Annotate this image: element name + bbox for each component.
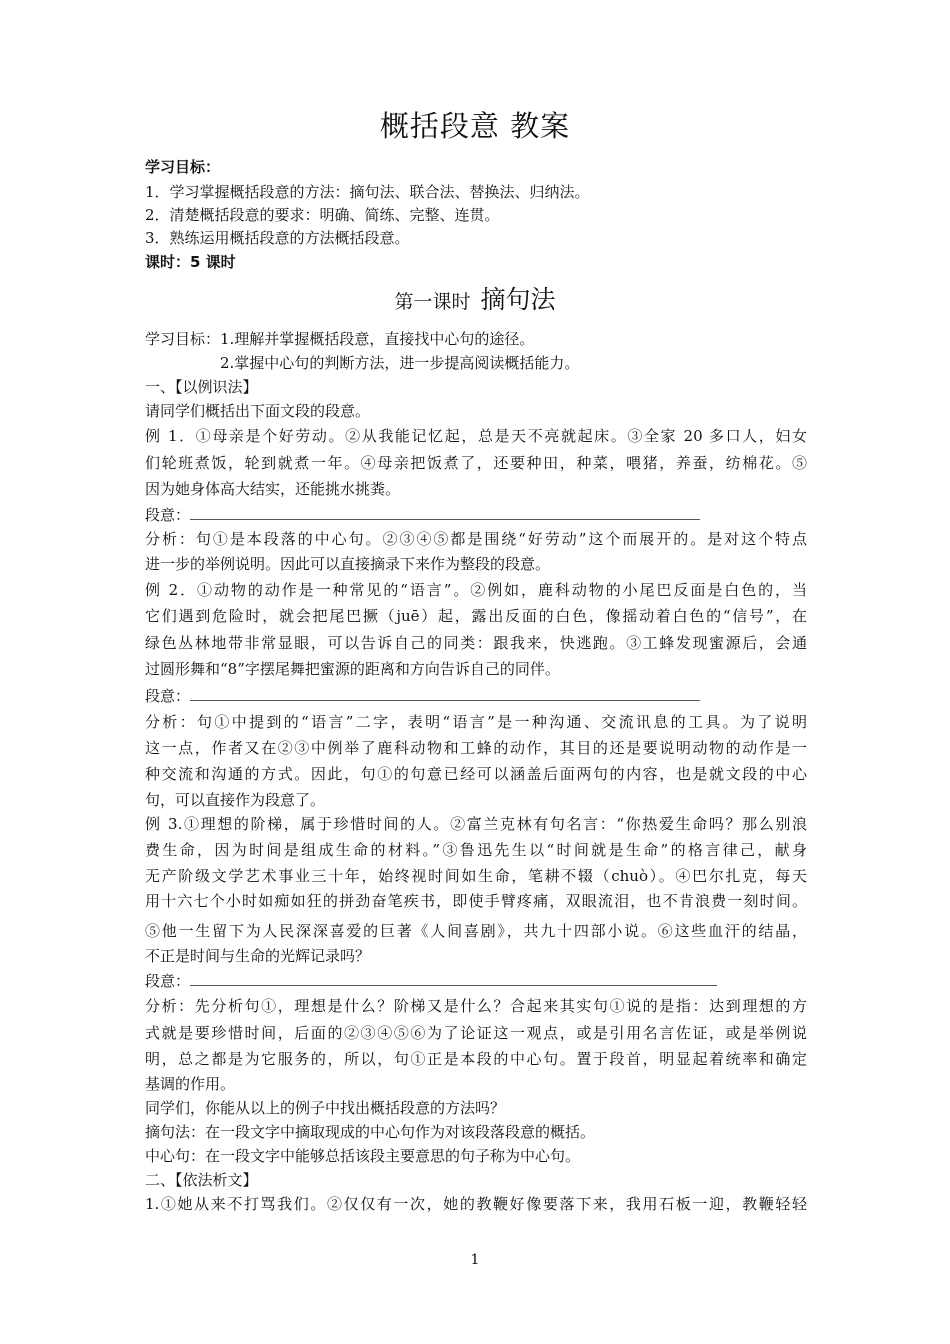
body-line-text: 分析：句①是本段落的中心句。②③④⑤都是围绕“好劳动”这个而展开的。是对这个特点 xyxy=(145,530,807,548)
body-line-text: 请同学们概括出下面文段的段意。 xyxy=(145,402,371,420)
body-line xyxy=(145,453,807,473)
body-line-text: 过圆形舞和“8”字摆尾舞把蜜源的距离和方向告诉自己的同伴。 xyxy=(145,660,560,678)
body-line xyxy=(145,1098,807,1118)
body-line-text: 明，总之都是为它服务的，所以，句①正是本段的中心句。置于段首，明显起着统率和确定 xyxy=(145,1050,807,1068)
body-line xyxy=(145,996,807,1016)
body-line xyxy=(145,1023,807,1043)
body-line-text: 例 2．①动物的动作是一种常见的“语言”。②例如，鹿科动物的小尾巴反面是白色的，当 xyxy=(145,581,807,599)
body-line xyxy=(145,764,807,784)
body-line xyxy=(145,738,807,758)
body-line xyxy=(145,529,807,549)
body-line xyxy=(145,377,807,397)
body-line-text: 因为她身体高大结实，还能挑水挑粪。 xyxy=(145,480,401,498)
lesson-title-number: 第一课时 xyxy=(394,291,471,313)
paragraph-summary-blank[interactable] xyxy=(145,505,807,525)
body-line-text: 段意： xyxy=(145,687,191,705)
body-line-text: 它们遇到危险时，就会把尾巴撅（juē）起，露出反面的白色，像摇动着白色的“信号”，在 xyxy=(145,607,807,625)
body-line xyxy=(145,1146,807,1166)
body-line-text: 1.①她从来不打骂我们。②仅仅有一次，她的教鞭好像要落下来，我用石板一迎，教鞭轻轻 xyxy=(145,1195,807,1213)
body-line-text: 2.掌握中心句的判断方法，进一步提高阅读概括能力。 xyxy=(145,354,580,372)
body-line-text: 基调的作用。 xyxy=(145,1075,236,1093)
body-line xyxy=(145,580,807,600)
page-number: 1 xyxy=(470,1252,480,1268)
body-line xyxy=(145,921,807,941)
body-line-text: 例 3.①理想的阶梯，属于珍惜时间的人。②富兰克林有句名言：“你热爱生命吗？那么别浪 xyxy=(145,815,807,833)
body-line xyxy=(145,1074,807,1094)
objective-item: 1．学习掌握概括段意的方法：摘句法、联合法、替换法、归纳法。 xyxy=(145,183,590,201)
body-line xyxy=(145,840,807,860)
body-line-text: 二、【依法析文】 xyxy=(145,1171,258,1189)
body-line-text: 分析：先分析句①，理想是什么？阶梯又是什么？合起来其实句①说的是指：达到理想的方 xyxy=(145,997,807,1015)
body-line-text: 摘句法：在一段文字中摘取现成的中心句作为对该段落段意的概括。 xyxy=(145,1123,596,1141)
body-line xyxy=(145,554,807,574)
paragraph-summary-blank[interactable] xyxy=(145,971,807,991)
body-line xyxy=(145,790,807,810)
body-line xyxy=(145,606,807,626)
body-line xyxy=(145,814,807,834)
body-line xyxy=(145,712,807,732)
body-line-text: 这一点，作者又在②③中例举了鹿科动物和工蜂的动作，其目的还是要说明动物的动作是一 xyxy=(145,739,807,757)
answer-underline[interactable] xyxy=(190,507,700,520)
body-line xyxy=(145,659,807,679)
hours-heading: 课时：5 课时 xyxy=(145,253,236,271)
body-line xyxy=(145,1194,807,1214)
lesson-title-name: 摘句法 xyxy=(480,285,556,314)
objective-item: 3．熟练运用概括段意的方法概括段意。 xyxy=(145,229,410,247)
body-line-text: 段意： xyxy=(145,972,191,990)
body-line-text: 中心句：在一段文字中能够总括该段主要意思的句子称为中心句。 xyxy=(145,1147,581,1165)
objective-item: 2．清楚概括段意的要求：明确、简练、完整、连贯。 xyxy=(145,206,500,224)
body-line-text: 费生命，因为时间是组成生命的材料。”③鲁迅先生以“时间就是生命”的格言律己，献身 xyxy=(145,841,807,859)
body-line xyxy=(145,633,807,653)
body-line-text: 式就是要珍惜时间，后面的②③④⑤⑥为了论证这一观点，或是引用名言佐证，或是举例说 xyxy=(145,1024,807,1042)
paragraph-summary-blank[interactable] xyxy=(145,686,807,706)
answer-underline[interactable] xyxy=(190,973,717,986)
body-line-text: 进一步的举例说明。因此可以直接摘录下来作为整段的段意。 xyxy=(145,555,551,573)
body-line-text: 一、【以例识法】 xyxy=(145,378,258,396)
document-title: 概括段意 教案 xyxy=(379,109,571,143)
body-line xyxy=(145,866,807,886)
objectives-heading: 学习目标： xyxy=(145,158,221,176)
body-line xyxy=(145,426,807,446)
body-line xyxy=(145,479,807,499)
body-line-text: 种交流和沟通的方式。因此，句①的句意已经可以涵盖后面两句的内容，也是就文段的中心 xyxy=(145,765,807,783)
body-line-text: 分析：句①中提到的“语言”二字，表明“语言”是一种沟通、交流讯息的工具。为了说明 xyxy=(145,713,807,731)
body-line-text: 无产阶级文学艺术事业三十年，始终视时间如生命，笔耕不辍（chuò）。④巴尔扎克，每天 xyxy=(145,867,807,885)
body-line-text: 学习目标：1.理解并掌握概括段意，直接找中心句的途径。 xyxy=(145,330,535,348)
answer-underline[interactable] xyxy=(190,688,700,701)
body-line-text: ⑤他一生留下为人民深深喜爱的巨著《人间喜剧》，共九十四部小说。⑥这些血汗的结晶， xyxy=(145,922,807,940)
body-line-text: 不正是时间与生命的光辉记录吗？ xyxy=(145,947,371,965)
body-line xyxy=(145,1122,807,1142)
body-line xyxy=(145,353,807,373)
body-line-text: 例 1．①母亲是个好劳动。②从我能记忆起，总是天不亮就起床。③全家 20 多口人，妇女 xyxy=(145,427,807,445)
body-line-text: 同学们，你能从以上的例子中找出概括段意的方法吗？ xyxy=(145,1099,506,1117)
body-line-text: 绿色丛林地带非常显眼，可以告诉自己的同类：跟我来，快逃跑。③工蜂发现蜜源后，会通 xyxy=(145,634,807,652)
body-line xyxy=(145,1170,807,1190)
lesson-title xyxy=(0,280,950,316)
body-line-text: 句，可以直接作为段意了。 xyxy=(145,791,326,809)
body-line-text: 用十六七个小时如痴如狂的拼劲奋笔疾书，即使手臂疼痛，双眼流泪，也不肯浪费一刻时间。 xyxy=(145,892,807,910)
body-line xyxy=(145,891,807,911)
body-line xyxy=(145,401,807,421)
body-line-text: 段意： xyxy=(145,506,191,524)
body-line xyxy=(145,1049,807,1069)
body-line xyxy=(145,329,807,349)
body-line xyxy=(145,946,807,966)
body-line-text: 们轮班煮饭，轮到就煮一年。④母亲把饭煮了，还要种田，种菜，喂猪，养蚕，纺棉花。⑤ xyxy=(145,454,807,472)
